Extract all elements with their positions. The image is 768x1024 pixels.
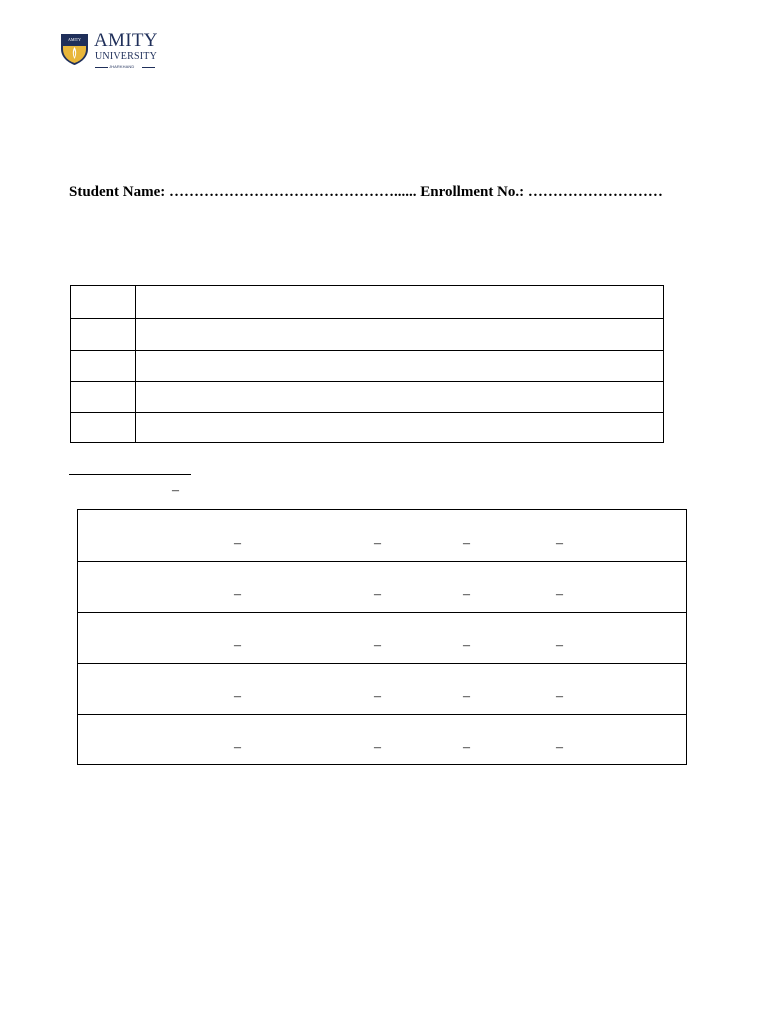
table-cell: – [463,689,470,704]
logo-state: JHARKHAND [109,64,135,69]
table-column-divider [135,286,136,442]
table-row-divider [71,350,663,351]
enrollment-label: Enrollment No.: [420,184,525,200]
logo-rule-left [95,67,108,68]
amity-university-logo [60,32,160,68]
details-table [70,285,664,443]
table-cell: – [374,689,381,704]
table-row-divider [71,318,663,319]
table-row-divider [78,663,686,664]
table-cell: – [463,740,470,755]
logo-title: AMITY [94,30,158,51]
table-cell: – [234,638,241,653]
table-cell: – [463,638,470,653]
table-cell: – [556,638,563,653]
section-heading-underline [69,474,191,475]
table-cell: – [556,536,563,551]
table-row-divider [71,412,663,413]
university-shield-icon [60,32,89,66]
svg-text:AMITY: AMITY [67,37,82,42]
table-cell: – [374,536,381,551]
table-row-divider [78,612,686,613]
student-name-label: Student Name: [69,184,166,200]
table-cell: – [556,689,563,704]
marks-table [77,509,687,765]
section-dash: – [172,483,179,498]
table-cell: – [234,740,241,755]
table-row-divider [71,381,663,382]
logo-rule-right [142,67,155,68]
enrollment-blank[interactable]: ……………………… [527,184,663,200]
table-cell: – [556,587,563,602]
table-cell: – [463,587,470,602]
table-cell: – [374,740,381,755]
table-cell: – [463,536,470,551]
table-cell: – [234,689,241,704]
table-cell: – [234,587,241,602]
table-cell: – [234,536,241,551]
table-row-divider [78,561,686,562]
table-cell: – [556,740,563,755]
table-cell: – [374,638,381,653]
table-row-divider [78,714,686,715]
table-cell: – [374,587,381,602]
logo-subtitle: UNIVERSITY [95,51,157,62]
student-details-line [69,183,663,201]
student-name-blank[interactable]: ………………………………………...... [169,184,417,200]
